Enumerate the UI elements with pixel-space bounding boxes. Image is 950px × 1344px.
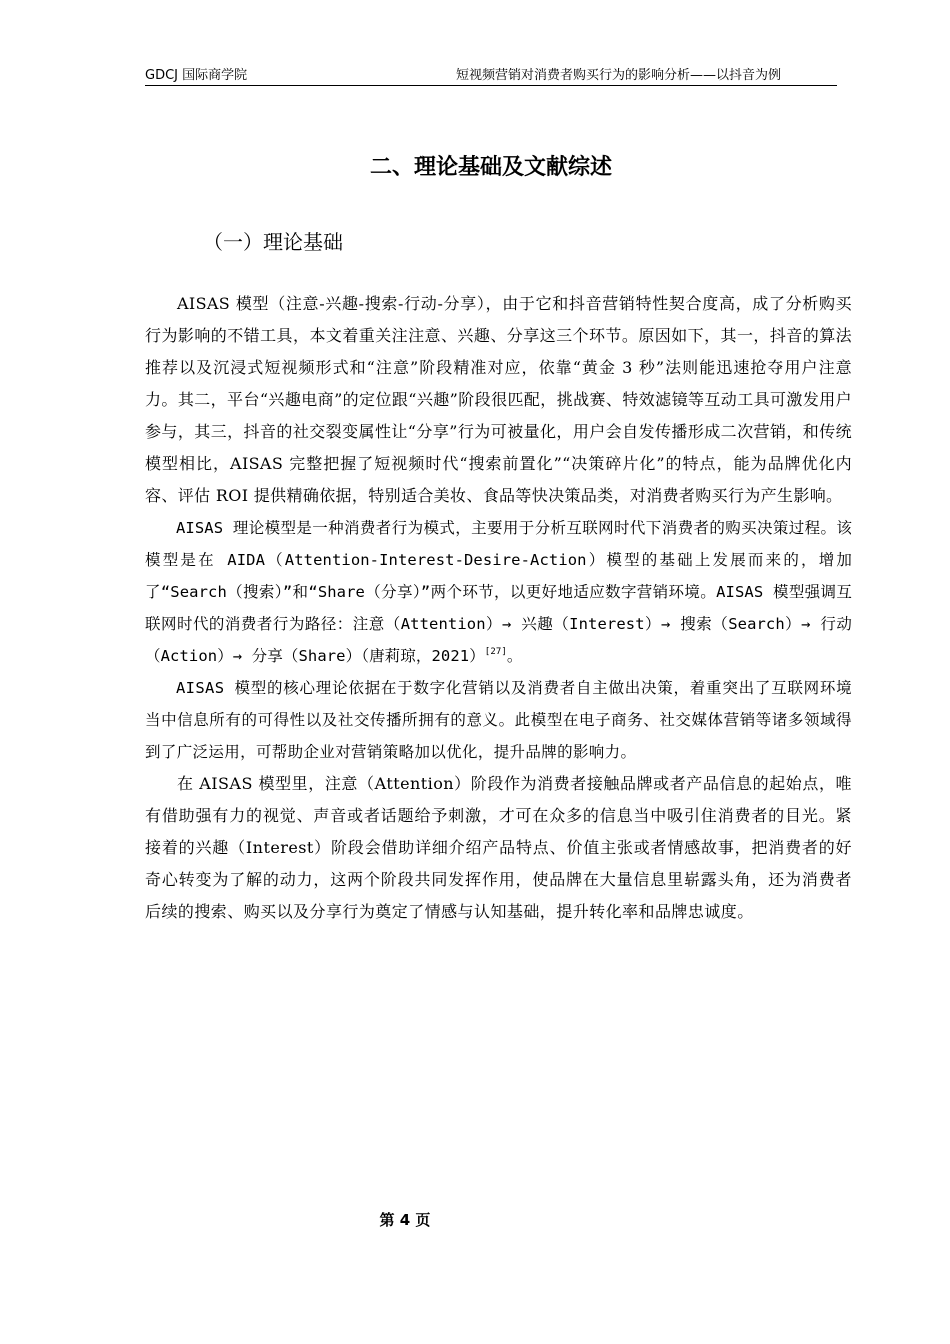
paragraph-aisas-definition-text: AISAS 理论模型是一种消费者行为模式，主要用于分析互联网时代下消费者的购买决策过程。该模型是在 AIDA（Attention-Interest-Desire-Action）模型的基础上发展而来的，增加了“Search（搜索）”和“Share（分享）”两个环节，以更好地适应数字营销环境。AISAS 模型强调互联网时代的消费者行为路径：注意（Attention）→ 兴趣（Interest）→ 搜索（Search）→ 行动（Action）→ 分享（Share）（唐莉琼，2021）: [145, 519, 852, 665]
paragraph-aisas-core-theory: AISAS 模型的核心理论依据在于数字化营销以及消费者自主做出决策，着重突出了互联网环境当中信息所有的可得性以及社交传播所拥有的意义。此模型在电子商务、社交媒体营销等诸多领域得到了广泛运用，可帮助企业对营销策略加以优化，提升品牌的影响力。: [145, 679, 852, 761]
paragraph-aisas-intro: AISAS 模型（注意-兴趣-搜索-行动-分享），由于它和抖音营销特性契合度高，成了分析购买行为影响的不错工具，本文着重关注注意、兴趣、分享这三个环节。原因如下，其一，抖音的算法推荐以及沉浸式短视频形式和“注意”阶段精准对应，依靠“黄金 3 秒”法则能迅速抢夺用户注意力。其二，平台“兴趣电商”的定位跟“兴趣”阶段很匹配，挑战赛、特效滤镜等互动工具可激发用户参与，其三，抖音的社交裂变属性让“分享”行为可被量化，用户会自发传播形成二次营销，和传统模型相比，AISAS 完整把握了短视频时代“搜索前置化”“决策碎片化”的特点，能为品牌优化内容、评估 ROI 提供精确依据，特别适合美妆、食品等快决策品类，对消费者购买行为产生影响。: [145, 294, 852, 505]
paragraph-end-mark: 。: [506, 647, 523, 665]
section-title: （一）理论基础: [203, 230, 343, 254]
paragraph-attention-interest: 在 AISAS 模型里，注意（Attention）阶段作为消费者接触品牌或者产品信息的起始点，唯有借助强有力的视觉、声音或者话题给予刺激，才可在众多的信息当中吸引住消费者的目光。紧接着的兴趣（Interest）阶段会借助详细介绍产品特点、价值主张或者情感故事，把消费者的好奇心转变为了解的动力，这两个阶段共同发挥作用，使品牌在大量信息里崭露头角，还为消费者后续的搜索、购买以及分享行为奠定了情感与认知基础，提升转化率和品牌忠诚度。: [145, 774, 852, 921]
header-school-name: GDCJ 国际商学院: [145, 68, 248, 83]
page-header: [145, 67, 837, 86]
chapter-title: 二、理论基础及文献综述: [369, 155, 612, 180]
page-number: 第 4 页: [379, 1211, 431, 1229]
body-text: [145, 288, 852, 928]
citation-reference: [27]: [484, 647, 507, 657]
header-thesis-title: 短视频营销对消费者购买行为的影响分析——以抖音为例: [455, 68, 781, 83]
paragraph-aisas-definition: [145, 512, 852, 672]
